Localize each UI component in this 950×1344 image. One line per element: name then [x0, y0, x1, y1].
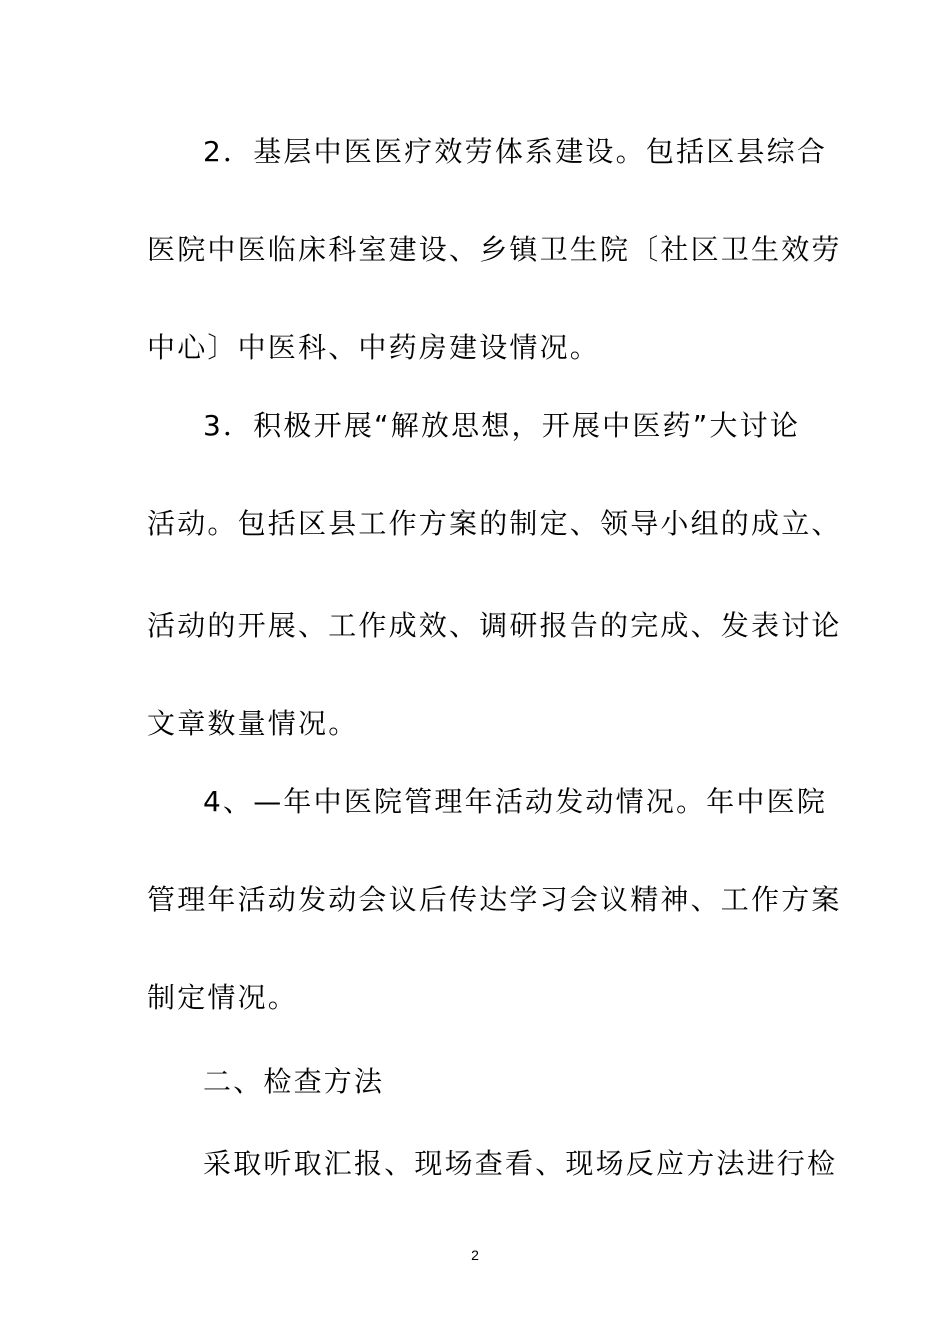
paragraph-line: 管理年活动发动会议后传达学习会议精神、工作方案: [147, 883, 842, 916]
paragraph-line: 制定情况。: [147, 981, 299, 1014]
paragraph-line: 中心〕中医科、中药房建设情况。: [147, 331, 601, 364]
paragraph-line: 2．基层中医医疗效劳体系建设。包括区县综合: [203, 135, 828, 168]
paragraph-line: 文章数量情况。: [147, 707, 359, 740]
section-heading: 二、检查方法: [203, 1065, 385, 1098]
paragraph-line: 活动。包括区县工作方案的制定、领导小组的成立、: [147, 507, 842, 540]
paragraph-line: 4、—年中医院管理年活动发动情况。年中医院: [203, 785, 828, 818]
paragraph-line: 医院中医临床科室建设、乡镇卫生院〔社区卫生效劳: [147, 233, 842, 266]
paragraph-line: 采取听取汇报、现场查看、现场反应方法进行检: [203, 1147, 838, 1180]
paragraph-line: 3．积极开展“解放思想，开展中医药”大讨论: [203, 409, 801, 442]
paragraph-line: 活动的开展、工作成效、调研报告的完成、发表讨论: [147, 609, 842, 642]
page-number: 2: [471, 1247, 479, 1263]
